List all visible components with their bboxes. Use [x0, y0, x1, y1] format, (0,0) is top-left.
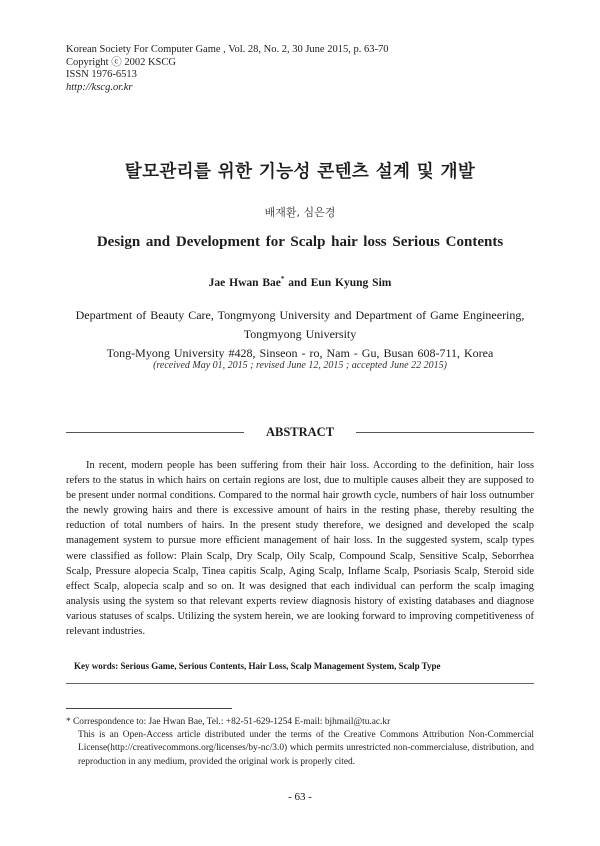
english-title: Design and Development for Scalp hair loss Serious Contents: [96, 234, 504, 250]
page-number: - 63 -: [288, 791, 312, 803]
keywords: Key words: Serious Game, Serious Contents, Hair Loss, Scalp Management System, Scalp Type: [74, 661, 441, 671]
english-authors: [0, 275, 600, 289]
journal-line: Korean Society For Computer Game , Vol. 28, No. 2, 30 June 2015, p. 63-70: [66, 44, 389, 55]
korean-title: 탈모관리를 위한 기능성 콘텐츠 설계 및 개발: [124, 162, 476, 182]
issn-line: ISSN 1976-6513: [66, 69, 137, 81]
affiliation: [60, 306, 540, 363]
affiliation-line-1: Department of Beauty Care, Tongmyong University and Department of Game Engineering,: [75, 308, 525, 322]
heading-rule-right: [356, 432, 534, 433]
author-2: Eun Kyung Sim: [310, 276, 392, 289]
received-dates: (received May 01, 2015 ; revised June 12, 2015 ; accepted June 22 2015): [153, 360, 447, 371]
keywords-divider: [66, 683, 534, 684]
affiliation-line-3: Tong-Myong University #428, Sinseon - ro, Nam - Gu, Busan 608-711, Korea: [106, 346, 494, 360]
journal-url-link[interactable]: http://kscg.or.kr: [66, 81, 133, 93]
heading-rule-left: [66, 432, 244, 433]
footnote: [66, 716, 534, 769]
abstract-label: ABSTRACT: [265, 425, 335, 439]
license-text: This is an Open-Access article distributed under the terms of the Creative Commons Attribution Non-Commercial License(http://creativecommons.org/licenses/by-nc/3.0) which permits unrestricted non-commercialuse, distribution, and reproduction in any medium, provided the original work is properly cited.: [78, 730, 534, 767]
korean-authors: 배재환, 심은경: [264, 206, 336, 219]
corresponding-mark: *: [280, 275, 285, 283]
author-1: Jae Hwan Bae: [208, 276, 281, 289]
affiliation-line-2: Tongmyong University: [243, 327, 357, 341]
abstract-heading: [66, 425, 534, 440]
copyright-line: Copyright ⓒ 2002 KSCG: [66, 56, 176, 68]
footnote-divider: [66, 708, 232, 709]
correspondence-line: * Correspondence to: Jae Hwan Bae, Tel.: +82-51-629-1254 E-mail: bjhmail@tu.ac.kr: [66, 717, 391, 727]
author-connector: and: [284, 276, 311, 289]
journal-header: [66, 44, 388, 94]
abstract-text: In recent, modern people has been suffering from their hair loss. According to the definition, hair loss refers to the status in which hairs on certain regions are lost, due to multiple causes albeit they are supposed to be present under normal conditions. Compared to the normal hair growth cycle, numbers of hair loss outnumber the newly growing hairs and there is excessive amount of hairs in the resting phase, thereby resulting the reduction of total numbers of hairs. In the present study therefore, we designed and developed the scalp management system to pursue more efficient management of hair loss. In the suggested system, scalp types were classified as follow: Plain Scalp, Dry Scalp, Oily Scalp, Compound Scalp, Sensitive Scalp, Seborrhea Scalp, Pressure alopecia Scalp, Tinea capitis Scalp, Aging Scalp, Inflame Scalp, Psoriasis Scalp, Steroid side effect Scalp, alopecia scalp and so on. It was designed that each individual can perform the scalp imaging analysis using the system so that relevant experts review diagnosis history of existing databases and diagnose various statuses of scalps. Utilizing the system herein, we are looking forward to improving competitiveness of relevant industries.: [66, 460, 534, 638]
